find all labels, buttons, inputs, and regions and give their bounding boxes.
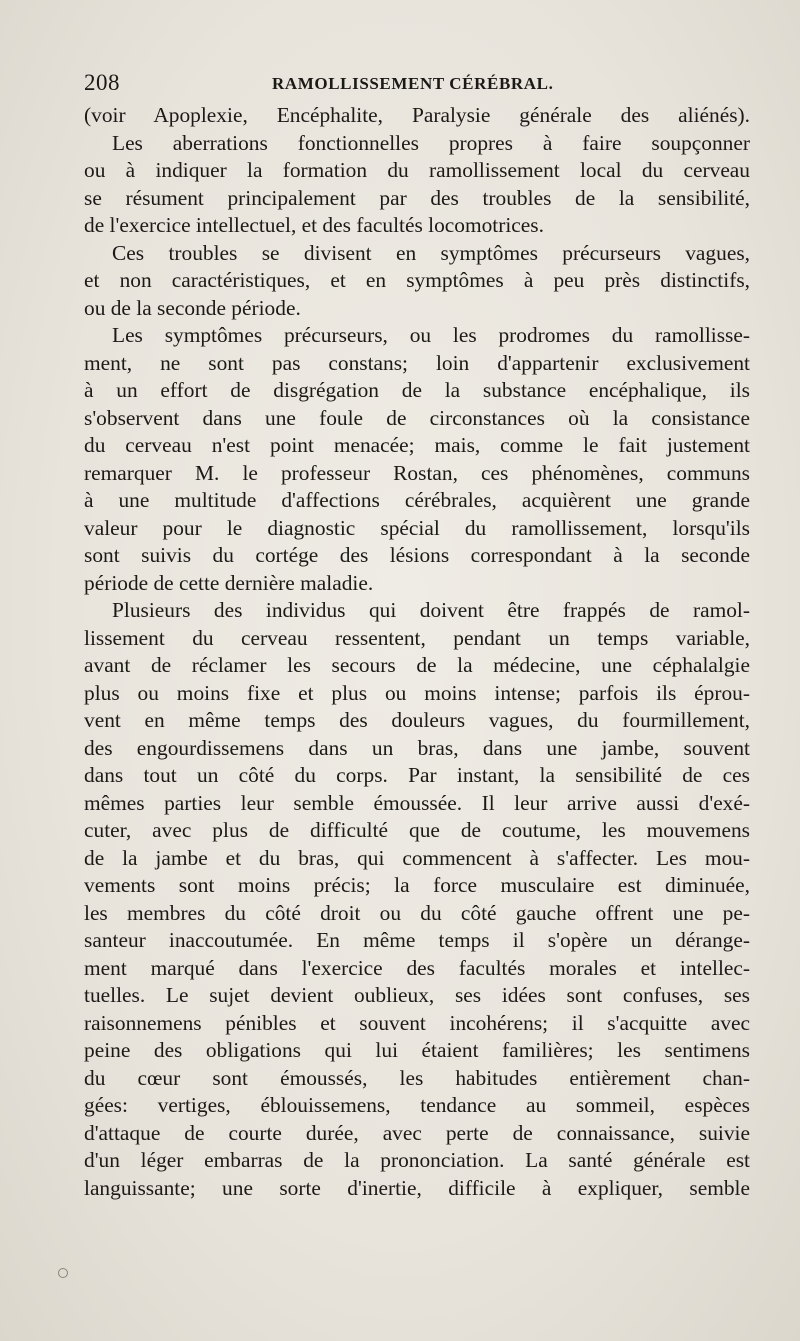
text-line: languissante; une sorte d'inertie, difficile à expliquer, semble	[84, 1175, 750, 1200]
text-line: des engourdissemens dans un bras, dans une jambe, souvent	[84, 735, 750, 760]
text-line: mêmes parties leur semble émoussée. Il leur arrive aussi d'exé-	[84, 790, 750, 815]
text-line: de l'exercice intellectuel, et des facultés locomotrices.	[84, 213, 544, 237]
text-line: (voir Apoplexie, Encéphalite, Paralysie générale des aliénés).	[84, 103, 750, 127]
text-line: ou à indiquer la formation du ramollissement local du cerveau	[84, 158, 750, 182]
text-line: peine des obligations qui lui étaient familières; les sentimens	[84, 1038, 750, 1062]
text-line: avant de réclamer les secours de la médecine, une céphalalgie	[84, 653, 750, 677]
body-text	[84, 102, 750, 1202]
text-line: à une multitude d'affections cérébrales, acquièrent une grande	[84, 488, 750, 512]
text-line: du cerveau n'est point menacée; mais, comme le fait justement	[84, 433, 750, 457]
running-head	[84, 70, 750, 100]
text-line: Plusieurs des individus qui doivent être frappés de ramol-	[112, 598, 750, 622]
text-line: et non caractéristiques, et en symptômes à peu près distinctifs,	[84, 268, 750, 292]
text-line: remarquer M. le professeur Rostan, ces phénomènes, communs	[84, 460, 750, 485]
text-line: raisonnemens pénibles et souvent incohérens; il s'acquitte avec	[84, 1010, 750, 1035]
text-line: cuter, avec plus de difficulté que de coutume, les mouvemens	[84, 818, 750, 842]
paper-speck	[58, 1268, 68, 1278]
text-line: d'un léger embarras de la prononciation. La santé générale est	[84, 1148, 750, 1172]
text-line: les membres du côté droit ou du côté gauche offrent une pe-	[84, 900, 750, 925]
text-line: Les symptômes précurseurs, ou les prodromes du ramollisse-	[112, 323, 750, 347]
text-line: sont suivis du cortége des lésions correspondant à la seconde	[84, 543, 750, 567]
text-line: se résument principalement par des troubles de la sensibilité,	[84, 185, 750, 210]
running-title: RAMOLLISSEMENT CÉRÉBRAL.	[272, 74, 554, 93]
text-line: lissement du cerveau ressentent, pendant un temps variable,	[84, 625, 750, 650]
text-line: ment, ne sont pas constans; loin d'appartenir exclusivement	[84, 350, 750, 375]
text-line: tuelles. Le sujet devient oublieux, ses idées sont confuses, ses	[84, 983, 750, 1007]
text-line: période de cette dernière maladie.	[84, 570, 374, 595]
text-line: de la jambe et du bras, qui commencent à s'affecter. Les mou-	[84, 845, 750, 870]
text-line: valeur pour le diagnostic spécial du ramollissement, lorsqu'ils	[84, 515, 750, 540]
page-number: 208	[84, 70, 120, 95]
text-line: santeur inaccoutumée. En même temps il s'opère un dérange-	[84, 928, 750, 952]
text-line: Les aberrations fonctionnelles propres à faire soupçonner	[112, 130, 750, 155]
text-line: Ces troubles se divisent en symptômes précurseurs vagues,	[112, 240, 750, 265]
text-line: vent en même temps des douleurs vagues, du fourmillement,	[84, 708, 750, 732]
text-line: s'observent dans une foule de circonstances où la consistance	[84, 405, 750, 430]
text-line: d'attaque de courte durée, avec perte de connaissance, suivie	[84, 1120, 750, 1145]
text-line: du cœur sont émoussés, les habitudes entièrement chan-	[84, 1065, 750, 1090]
text-line: vements sont moins précis; la force musculaire est diminuée,	[84, 873, 750, 897]
text-line: gées: vertiges, éblouissemens, tendance au sommeil, espèces	[84, 1093, 750, 1117]
text-line: ou de la seconde période.	[84, 295, 301, 320]
text-line: à un effort de disgrégation de la substance encéphalique, ils	[84, 378, 750, 402]
text-line: dans tout un côté du corps. Par instant, la sensibilité de ces	[84, 763, 750, 787]
text-line: ment marqué dans l'exercice des facultés morales et intellec-	[84, 955, 750, 980]
text-line: plus ou moins fixe et plus ou moins intense; parfois ils éprou-	[84, 680, 750, 705]
